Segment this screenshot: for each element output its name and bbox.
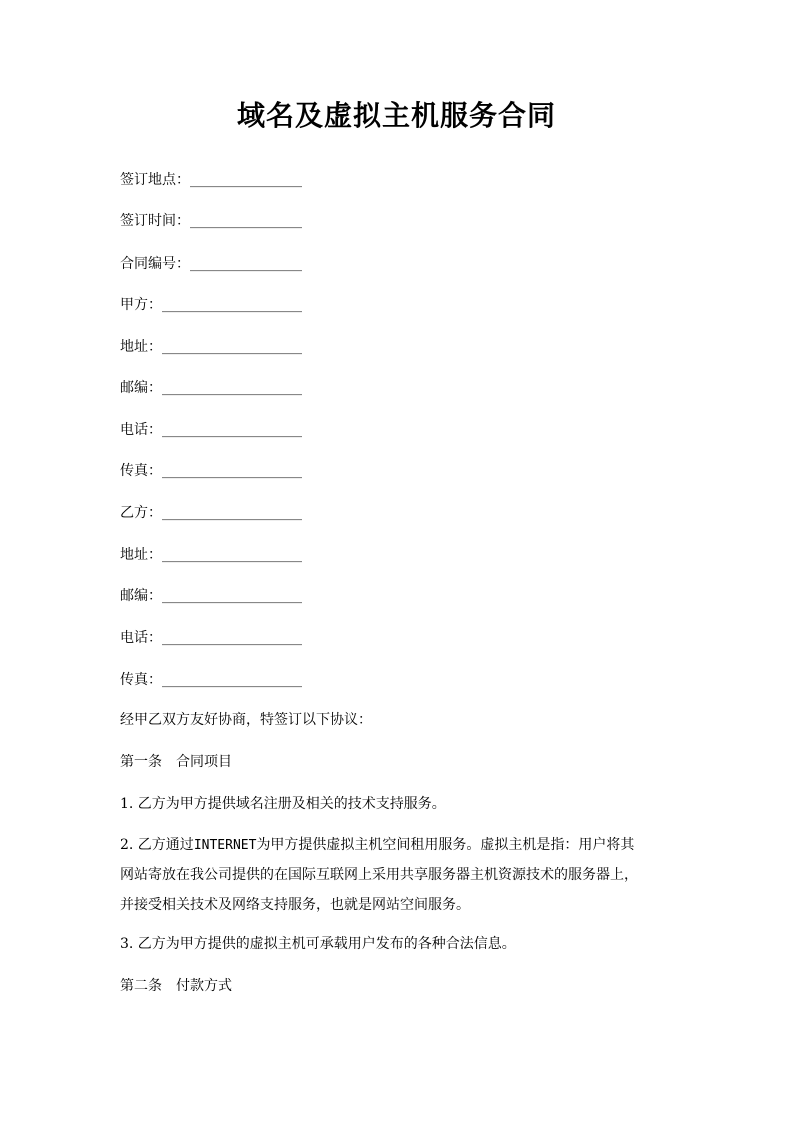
- article-1-item-2-line-2: 网站寄放在我公司提供的在国际互联网上采用共享服务器主机资源技术的服务器上，: [120, 867, 638, 883]
- article-1-item-1: 1. 乙方为甲方提供域名注册及相关的技术支持服务。: [120, 796, 446, 812]
- signing-time-blank: ________________: [190, 213, 302, 229]
- article-1-item-2: [120, 835, 700, 925]
- party-b-fax-label: 传真：: [120, 672, 162, 688]
- intro-text: 经甲乙双方友好协商，特签订以下协议：: [120, 712, 372, 728]
- party-a-fax-label: 传真：: [120, 463, 162, 479]
- party-b-postcode-field: [120, 586, 302, 606]
- party-a-fax-blank: ____________________: [162, 463, 302, 479]
- party-a-address-label: 地址：: [120, 339, 162, 355]
- party-a-fax-field: [120, 461, 302, 481]
- party-a-postcode-field: [120, 378, 302, 398]
- party-b-phone-field: [120, 628, 302, 648]
- party-b-fax-field: [120, 670, 302, 690]
- party-a-name-blank: ____________________: [162, 297, 302, 313]
- contract-number-label: 合同编号：: [120, 256, 190, 272]
- signing-time-label: 签订时间：: [120, 213, 190, 229]
- item-2-term: INTERNET: [193, 838, 257, 853]
- item-2-prefix: 2. 乙方通过: [120, 837, 194, 853]
- party-a-postcode-label: 邮编：: [120, 380, 162, 396]
- signing-time-field: [120, 211, 302, 231]
- party-b-address-blank: ____________________: [162, 547, 302, 563]
- contract-number-field: [120, 254, 302, 274]
- party-a-phone-field: [120, 420, 302, 440]
- article-1-heading: 第一条 合同项目: [120, 754, 232, 770]
- party-b-postcode-label: 邮编：: [120, 588, 162, 604]
- article-1-item-2-line-3: 并接受相关技术及网络支持服务，也就是网站空间服务。: [120, 897, 470, 913]
- party-b-phone-label: 电话：: [120, 630, 162, 646]
- signing-place-field: [120, 170, 302, 190]
- party-b-name-field: [120, 503, 302, 523]
- signing-place-blank: ________________: [190, 172, 302, 188]
- party-a-postcode-blank: ____________________: [162, 380, 302, 396]
- party-b-address-label: 地址：: [120, 547, 162, 563]
- party-a-name-field: [120, 295, 302, 315]
- contract-number-blank: ________________: [190, 256, 302, 272]
- party-b-phone-blank: ____________________: [162, 630, 302, 646]
- party-b-name-label: 乙方：: [120, 505, 162, 521]
- party-a-phone-label: 电话：: [120, 422, 162, 438]
- article-1-item-2-line-1: [120, 835, 700, 865]
- party-a-phone-blank: ____________________: [162, 422, 302, 438]
- signing-place-label: 签订地点：: [120, 172, 190, 188]
- party-b-fax-blank: ____________________: [162, 672, 302, 688]
- contract-title: 域名及虚拟主机服务合同: [236, 99, 556, 132]
- article-2-heading: 第二条 付款方式: [120, 978, 232, 994]
- party-b-postcode-blank: ____________________: [162, 588, 302, 604]
- party-a-address-blank: ____________________: [162, 339, 302, 355]
- party-a-address-field: [120, 337, 302, 357]
- article-1-item-3: 3. 乙方为甲方提供的虚拟主机可承载用户发布的各种合法信息。: [120, 936, 516, 952]
- party-b-address-field: [120, 545, 302, 565]
- item-2-line-1-rest: 为甲方提供虚拟主机空间租用服务。虚拟主机是指：用户将其: [256, 837, 635, 853]
- party-b-name-blank: ____________________: [162, 505, 302, 521]
- party-a-name-label: 甲方：: [120, 297, 162, 313]
